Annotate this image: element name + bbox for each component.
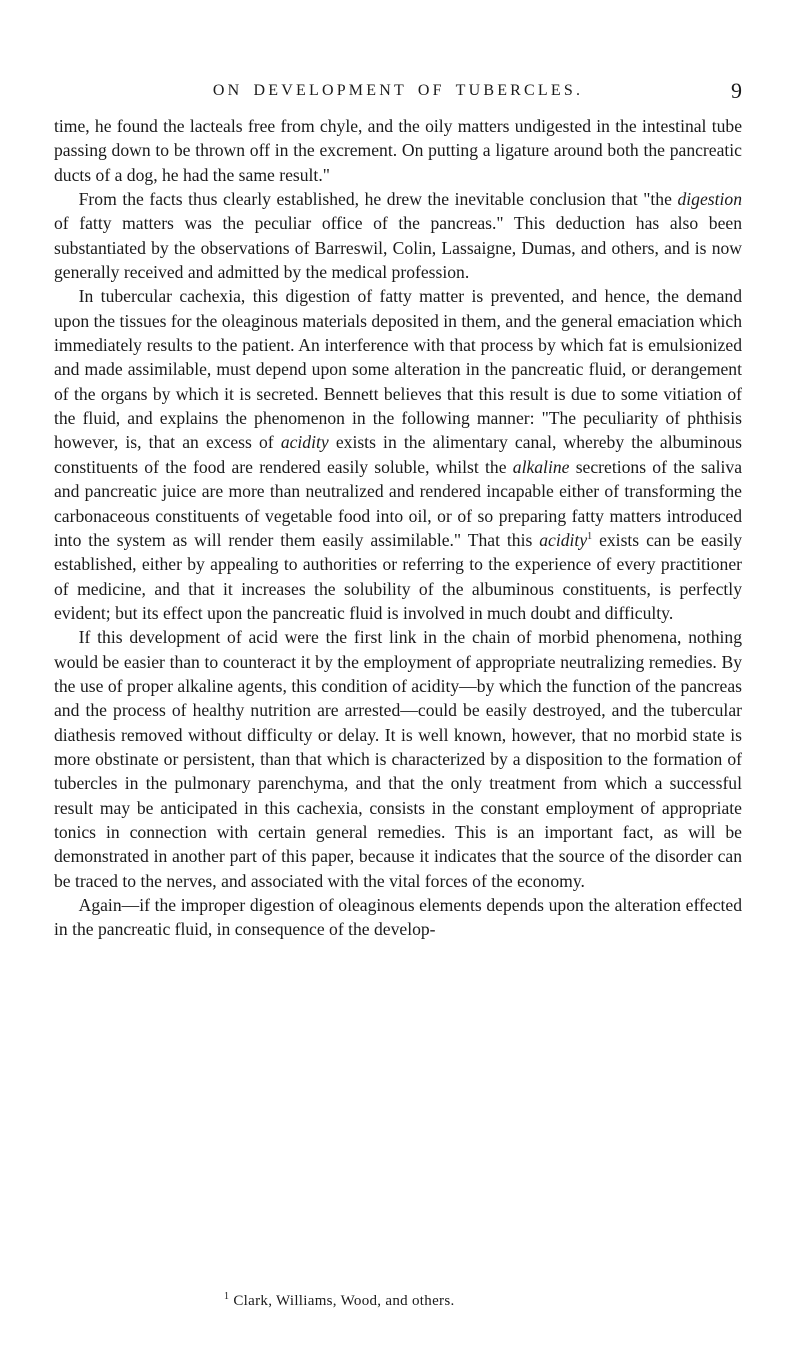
- text-run: If this development of acid were the first link in the chain of morbid phenomena, nothing would be easier than to counteract it by the employment of appropriate neutralizing remedies. By the use of proper alkaline agents, this condition of acidity—by which the function of the pancreas and the process of healthy nutrition are arrested—could be easily destroyed, and the tubercular diathesis removed without difficulty or delay. It is well known, however, that no morbid state is more obstinate or persistent, than that which is characterized by a disposition to the formation of tubercles in the pulmonary parenchyma, and that the only treatment from which a successful result may be anticipated in this cachexia, consists in the constant employment of appropriate tonics in connection with certain general remedies. This is an important fact, as will be demonstrated in another part of this paper, because it indicates that the source of the disorder can be traced to the nerves, and associated with the vital forces of the economy.: [54, 627, 742, 891]
- text-run: In tubercular cachexia, this digestion of fatty matter is prevented, and hence, the demand upon the tissues for the oleaginous materials deposited in them, and the general emaciation which immediately results to the patient. An interference with that process by which fat is emulsionized and made assimilable, must depend upon some alteration in the pancreatic fluid, or derangement of the organs by which it is secreted. Bennett believes that this result is due to some vitiation of the fluid, and explains the phenomenon in the following manner: "The peculiarity of phthisis however, is, that an excess of: [54, 286, 742, 453]
- text-run: of fatty matters was the peculiar office of the pancreas." This deduction has also been substantiated by the observations of Barreswil, Colin, Lassaigne, Dumas, and others, and is now generally received and admitted by the medical profession.: [54, 213, 742, 283]
- italic-term: digestion: [677, 189, 742, 210]
- body-text: [54, 114, 742, 942]
- text-run: Again—if the improper digestion of oleaginous elements depends upon the alteration effected in the pancreatic fluid, in consequence of the develop-: [54, 895, 742, 940]
- paragraph-p3: [54, 284, 742, 625]
- footnote-mark: 1: [224, 1291, 230, 1302]
- text-run: secretions of the saliva and pancreatic juice are more than neutralized and rendered incapable either of transforming the carbonaceous constituents of vegetable food into oil, or of so preparing fatty matters introduced into the system as will render them easily assimilable." That this: [54, 456, 742, 550]
- italic-term: alkaline: [512, 456, 570, 477]
- paragraph-p1: [54, 114, 742, 187]
- text-run: exists can be easily established, either by appealing to authorities or referring to the experience of every practitioner of medicine, and that it increases the solubility of the albuminous constituents, is perfectly evident; but its effect upon the pancreatic fluid is involved in much doubt and difficulty.: [54, 529, 743, 623]
- running-head: [54, 78, 742, 104]
- paragraph-p4: [54, 625, 742, 893]
- running-head-title: ON DEVELOPMENT OF TUBERCLES.: [212, 82, 584, 99]
- paragraph-p2: [54, 187, 742, 284]
- footnote-reference: 1: [587, 530, 593, 542]
- text-run: time, he found the lacteals free from chyle, and the oily matters undigested in the intestinal tube passing down to be thrown off in the excrement. On putting a ligature around both the pancreatic ducts of a dog, he had the same result.": [54, 116, 742, 185]
- italic-term: acidity: [280, 432, 329, 453]
- text-run: From the facts thus clearly established, he drew the inevitable conclusion that "the: [78, 189, 678, 210]
- book-page: [54, 0, 742, 1345]
- page-number: 9: [731, 78, 742, 103]
- text-run: exists in the alimentary canal, whereby the albuminous constituents of the food are rendered easily soluble, whilst the: [54, 432, 742, 477]
- italic-term: acidity: [539, 529, 588, 550]
- footnote-text: Clark, Williams, Wood, and others.: [229, 1293, 455, 1309]
- footnote: [224, 1293, 455, 1310]
- paragraph-p5: [54, 893, 742, 942]
